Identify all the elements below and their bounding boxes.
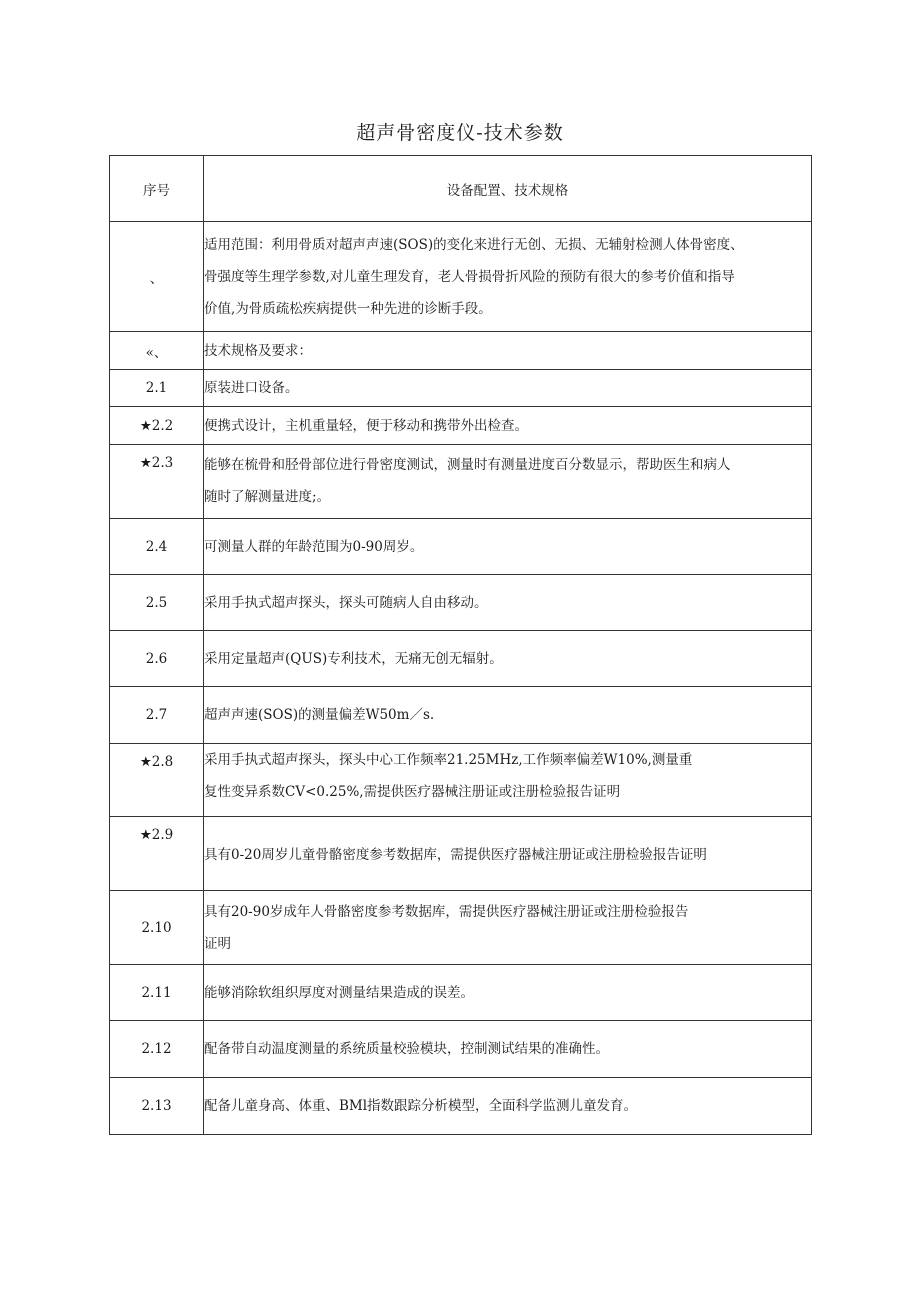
table-row <box>110 332 812 370</box>
table-row <box>110 445 812 519</box>
row-number: ★2.2 <box>110 407 204 445</box>
table-row <box>110 817 812 891</box>
row-spec <box>204 891 812 965</box>
row-number: 2.5 <box>110 575 204 631</box>
row-spec <box>204 519 812 575</box>
spec-line: 能够消除软组织厚度对测量结果造成的误差。 <box>204 984 474 1001</box>
table-row <box>110 519 812 575</box>
spec-line: 技术规格及要求： <box>204 342 312 359</box>
row-number: 2.1 <box>110 370 204 407</box>
row-spec <box>204 1021 812 1078</box>
row-spec <box>204 222 812 332</box>
table-row <box>110 407 812 445</box>
table-row <box>110 965 812 1021</box>
spec-line: 配备带自动温度测量的系统质量校验模块，控制测试结果的准确性。 <box>204 1041 609 1057</box>
spec-line: 能够在梳骨和胫骨部位进行骨密度测试，测量时有测量进度百分数显示，帮助医生和病人 <box>204 457 731 473</box>
row-number: 2.6 <box>110 631 204 687</box>
table-row <box>110 370 812 407</box>
row-number: ★2.8 <box>110 744 204 817</box>
table-row <box>110 744 812 817</box>
row-number: «、 <box>110 332 204 370</box>
spec-line: 便携式设计，主机重量轻，便于移动和携带外出检查。 <box>204 417 528 434</box>
row-number: 2.10 <box>110 891 204 965</box>
spec-line: 超声声速(SOS)的测量偏差W50m／s. <box>204 707 435 723</box>
spec-line: 骨强度等生理学参数,对儿童生理发育，老人骨损骨折风险的预防有很大的参考价值和指导 <box>204 268 735 285</box>
spec-line: 原装进口设备。 <box>204 380 299 396</box>
row-spec <box>204 370 812 407</box>
spec-line: 证明 <box>204 935 231 952</box>
row-spec <box>204 817 812 891</box>
spec-table <box>109 155 812 1135</box>
spec-line: 具有0-20周岁儿童骨骼密度参考数据库，需提供医疗器械注册证或注册检验报告证明 <box>204 847 707 863</box>
table-row <box>110 891 812 965</box>
row-number: 2.12 <box>110 1021 204 1078</box>
table-row <box>110 575 812 631</box>
row-number: 、 <box>110 222 204 332</box>
row-number: 2.13 <box>110 1078 204 1135</box>
row-spec <box>204 407 812 445</box>
row-spec <box>204 631 812 687</box>
spec-line: 采用定量超声(QUS)专利技术，无痛无创无辐射。 <box>204 650 503 667</box>
spec-line: 复性变异系数CV<0.25%,需提供医疗器械注册证或注册检验报告证明 <box>204 784 621 800</box>
row-number: 2.4 <box>110 519 204 575</box>
spec-line: 具有20-90岁成年人骨骼密度参考数据库，需提供医疗器械注册证或注册检验报告 <box>204 903 689 920</box>
spec-line: 采用手执式超声探头，探头中心工作频率21.25MHz,工作频率偏差W10%,测量重 <box>204 752 693 768</box>
spec-line: 价值,为骨质疏松疾病提供一种先进的诊断手段。 <box>204 300 492 317</box>
row-number: ★2.9 <box>110 817 204 891</box>
table-row <box>110 1021 812 1078</box>
row-spec <box>204 575 812 631</box>
row-spec <box>204 687 812 744</box>
row-number: 2.7 <box>110 687 204 744</box>
row-spec <box>204 445 812 519</box>
spec-line: 可测量人群的年龄范围为0-90周岁。 <box>204 538 424 555</box>
header-spec: 设备配置、技术规格 <box>204 156 812 222</box>
table-row <box>110 687 812 744</box>
spec-line: 配备儿童身高、体重、BMl指数跟踪分析模型，全面科学监测儿童发育。 <box>204 1098 638 1114</box>
table-row <box>110 222 812 332</box>
spec-line: 随时了解测量进度;。 <box>204 489 331 505</box>
row-spec <box>204 1078 812 1135</box>
table-row <box>110 1078 812 1135</box>
spec-line: 采用手执式超声探头，探头可随病人自由移动。 <box>204 594 488 611</box>
row-number: ★2.3 <box>110 445 204 519</box>
table-header-row <box>110 156 812 222</box>
table-row <box>110 631 812 687</box>
header-no: 序号 <box>110 156 204 222</box>
row-spec <box>204 332 812 370</box>
row-spec <box>204 965 812 1021</box>
spec-line: 适用范围：利用骨质对超声声速(SOS)的变化来进行无创、无损、无辅射检测人体骨密度、 <box>204 236 744 253</box>
row-number: 2.11 <box>110 965 204 1021</box>
document-title: 超声骨密度仪-技术参数 <box>356 122 564 144</box>
row-spec <box>204 744 812 817</box>
